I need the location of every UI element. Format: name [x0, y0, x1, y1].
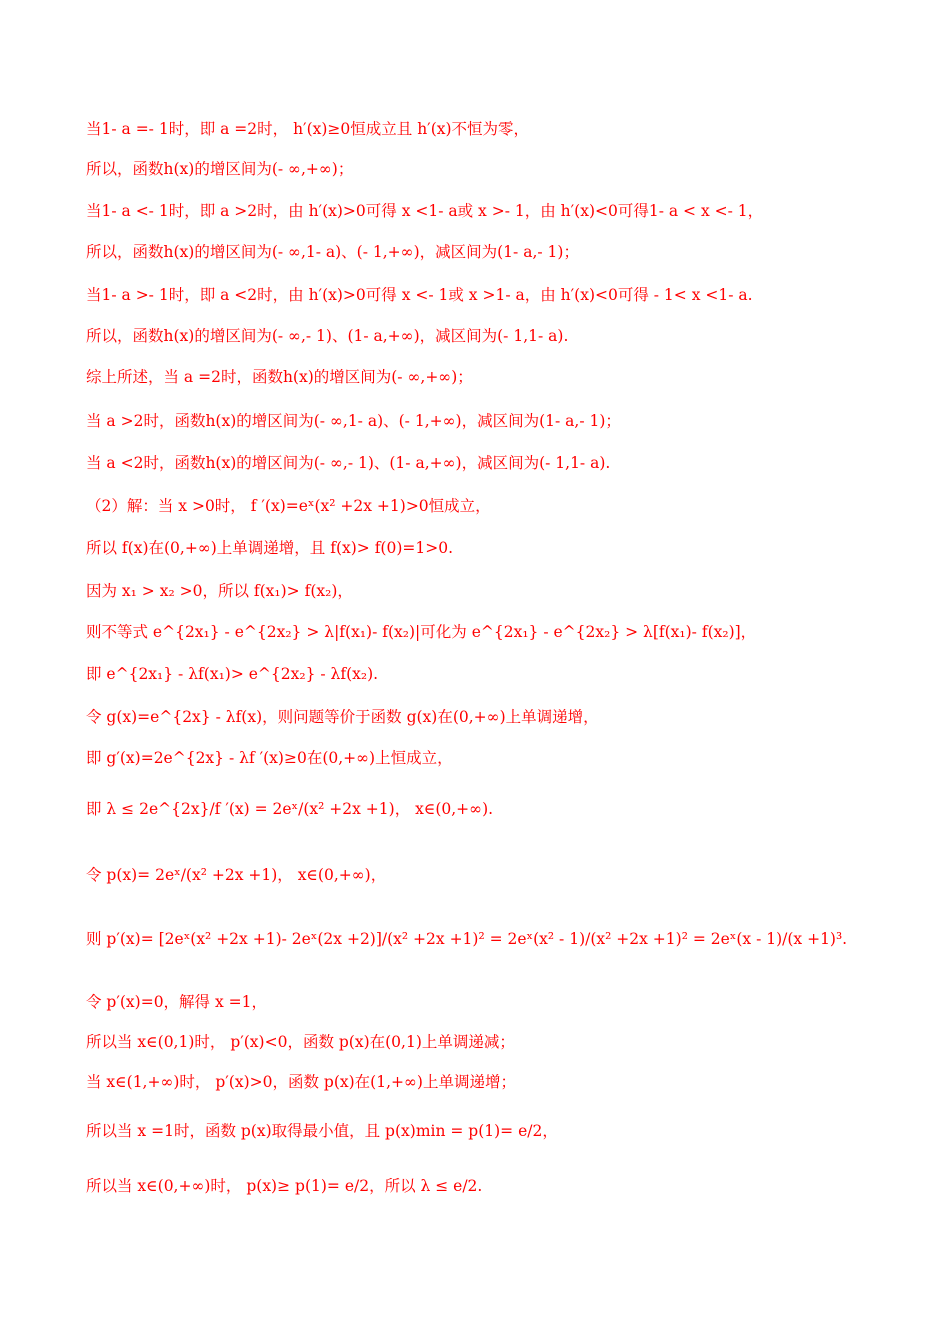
text-line-5: 当1- a >- 1时，即 a <2时，由 h′(x)>0可得 x <- 1或 x >1- a，由 h′(x)<0可得 - 1< x <1- a. — [86, 286, 753, 304]
text-line-4: 所以，函数h(x)的增区间为(- ∞,1- a)、(- 1,+∞)，减区间为(1- a,- 1)； — [86, 243, 579, 261]
text-line-17: 即 λ ≤ 2e^{2x}/f ′(x) = 2eˣ/(x² +2x +1)， x∈(0,+∞). — [86, 800, 494, 818]
text-line-9: 当 a <2时，函数h(x)的增区间为(- ∞,- 1)、(1- a,+∞)，减区间为(- 1,1- a). — [86, 454, 611, 472]
text-line-15: 令 g(x)=e^{2x} - λf(x)，则问题等价于函数 g(x)在(0,+∞)上单调递增， — [86, 708, 599, 726]
text-line-22: 当 x∈(1,+∞)时， p′(x)>0，函数 p(x)在(1,+∞)上单调递增； — [86, 1073, 516, 1091]
text-line-3: 当1- a <- 1时，即 a >2时，由 h′(x)>0可得 x <1- a或 x >- 1，由 h′(x)<0可得1- a < x <- 1， — [86, 202, 764, 220]
text-line-18: 令 p(x)= 2eˣ/(x² +2x +1)， x∈(0,+∞)， — [86, 866, 387, 884]
text-line-1: 当1- a =- 1时，即 a =2时， h′(x)≥0恒成立且 h′(x)不恒为零， — [86, 120, 530, 138]
text-line-23: 所以当 x =1时，函数 p(x)取得最小值，且 p(x)min = p(1)= e/2， — [86, 1122, 558, 1140]
text-line-14: 即 e^{2x₁} - λf(x₁)> e^{2x₂} - λf(x₂). — [86, 665, 379, 683]
text-line-2: 所以，函数h(x)的增区间为(- ∞,+∞)； — [86, 160, 354, 178]
text-line-16: 即 g′(x)=2e^{2x} - λf ′(x)≥0在(0,+∞)上恒成立， — [86, 749, 453, 767]
text-line-20: 令 p′(x)=0，解得 x =1， — [86, 993, 267, 1011]
text-line-10: （2）解：当 x >0时， f ′(x)=eˣ(x² +2x +1)>0恒成立， — [86, 497, 491, 515]
text-line-21: 所以当 x∈(0,1)时， p′(x)<0，函数 p(x)在(0,1)上单调递减； — [86, 1033, 515, 1051]
text-line-13: 则不等式 e^{2x₁} - e^{2x₂} > λ|f(x₁)- f(x₂)|可化为 e^{2x₁} - e^{2x₂} > λ[f(x₁)- f(x₂)]， — [86, 623, 757, 641]
text-line-7: 综上所述，当 a =2时，函数h(x)的增区间为(- ∞,+∞)； — [86, 368, 473, 386]
text-line-19: 则 p′(x)= [2eˣ(x² +2x +1)- 2eˣ(2x +2)]/(x² +2x +1)² = 2eˣ(x² - 1)/(x² +2x +1)² = 2eˣ(x - 1)/(x +1)³. — [86, 930, 848, 948]
text-line-12: 因为 x₁ > x₂ >0，所以 f(x₁)> f(x₂)， — [86, 582, 353, 600]
text-line-6: 所以，函数h(x)的增区间为(- ∞,- 1)、(1- a,+∞)，减区间为(- 1,1- a). — [86, 327, 569, 345]
text-line-24: 所以当 x∈(0,+∞)时， p(x)≥ p(1)= e/2，所以 λ ≤ e/2. — [86, 1177, 483, 1195]
text-line-8: 当 a >2时，函数h(x)的增区间为(- ∞,1- a)、(- 1,+∞)，减区间为(1- a,- 1)； — [86, 412, 621, 430]
text-line-11: 所以 f(x)在(0,+∞)上单调递增，且 f(x)> f(0)=1>0. — [86, 539, 454, 557]
